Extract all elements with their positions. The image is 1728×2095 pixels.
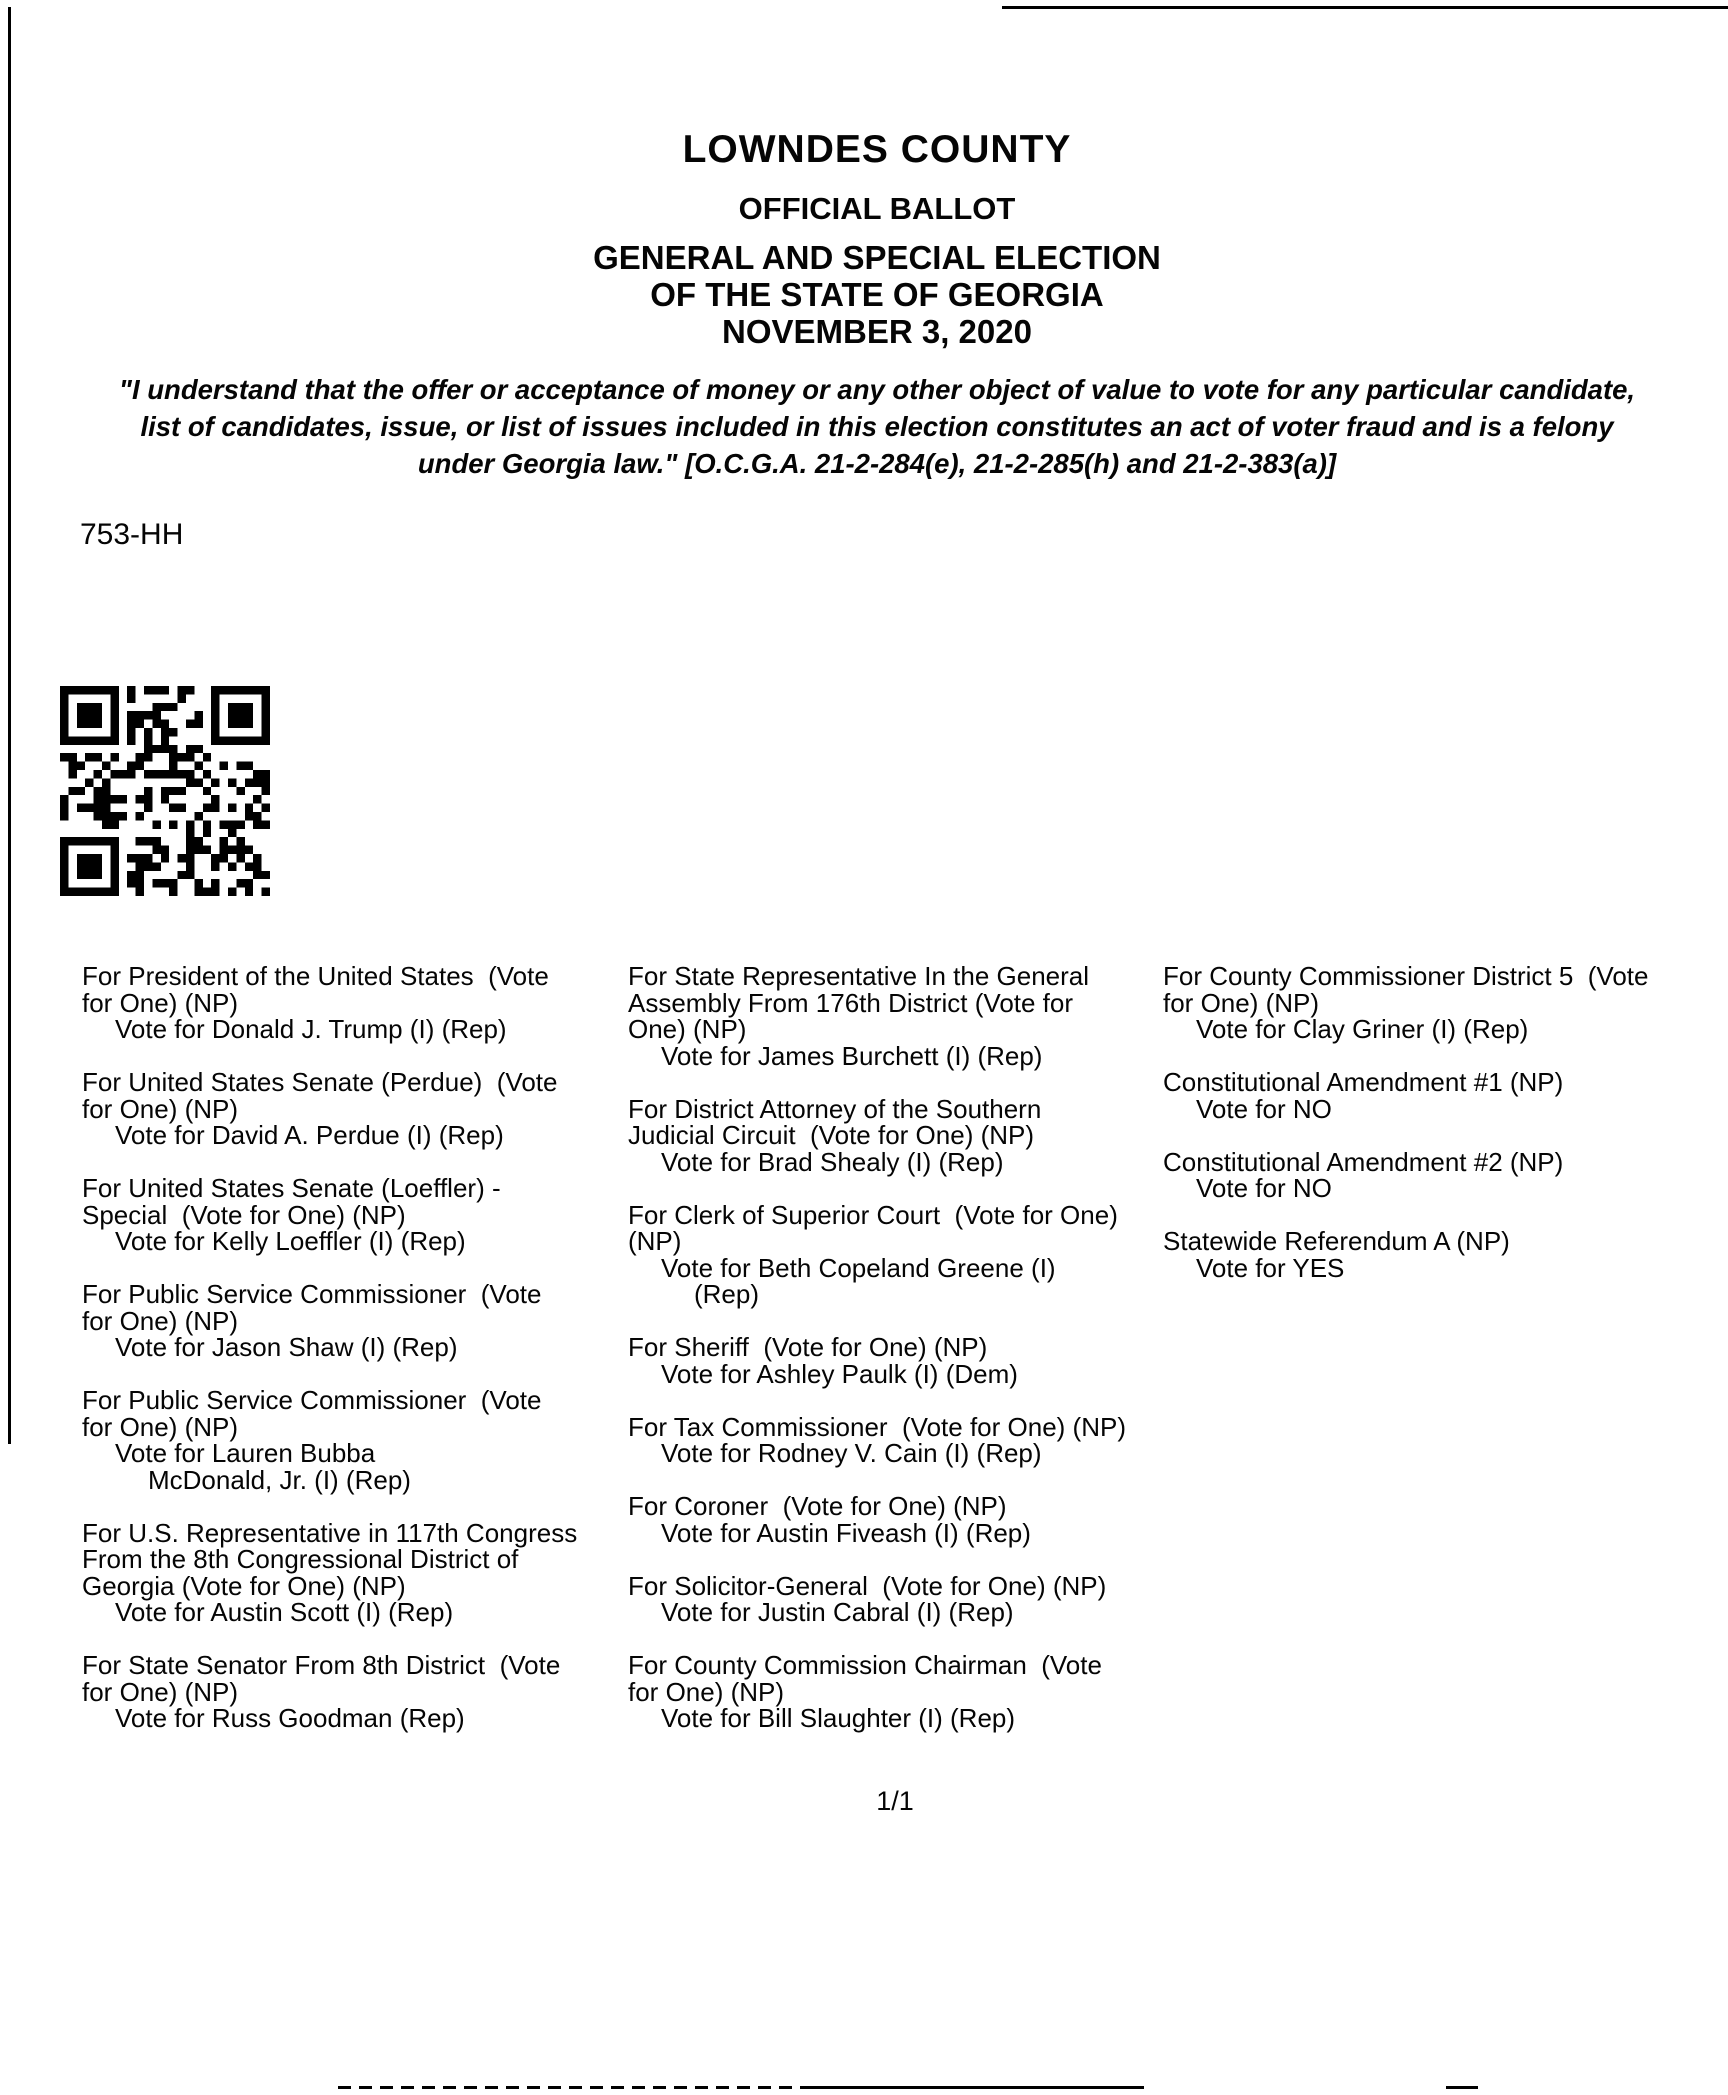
scan-artifact-bottom-tick [1446, 2086, 1478, 2089]
scan-artifact-bottom-solid-line [800, 2086, 1144, 2089]
contest-title-line: For District Attorney of the Southern [628, 1093, 1042, 1124]
scan-artifact-top-line [1002, 6, 1728, 9]
vote-selection-line: Vote for Justin Cabral (I) (Rep) [661, 1597, 1014, 1627]
contest-title-line: Judicial Circuit (Vote for One) (NP) [628, 1120, 1035, 1150]
contest [82, 1069, 577, 1149]
election-title-line: OF THE STATE OF GEORGIA [650, 276, 1104, 313]
contest-title-line: Georgia (Vote for One) (NP) [82, 1570, 406, 1601]
vote-selection-line: Vote for Clay Griner (I) (Rep) [1196, 1014, 1529, 1044]
ballot-column [1163, 963, 1648, 1308]
contest-title-line: Special (Vote for One) (NP) [82, 1199, 406, 1230]
contest-title-line: For Clerk of Superior Court (Vote for One) [628, 1199, 1118, 1230]
contest [628, 1652, 1126, 1732]
ballot-column [628, 963, 1126, 1758]
vote-selection-line: Vote for Jason Shaw (I) (Rep) [115, 1332, 458, 1362]
vote-selection-line: Vote for Austin Scott (I) (Rep) [115, 1597, 454, 1627]
vote-selection-line: Vote for YES [1196, 1252, 1345, 1283]
contest [628, 1199, 1126, 1309]
vote-selection-line: McDonald, Jr. (I) (Rep) [148, 1464, 411, 1495]
precinct-code: 753-HH [80, 518, 184, 551]
election-title-line: NOVEMBER 3, 2020 [722, 313, 1032, 350]
contest [1163, 1146, 1648, 1203]
contest-title-line: For Public Service Commissioner (Vote [82, 1385, 542, 1415]
contest-title-line: For Tax Commissioner (Vote for One) (NP) [628, 1411, 1126, 1442]
page-number: 1/1 [876, 1786, 914, 1816]
vote-selection-line: Vote for Kelly Loeffler (I) (Rep) [115, 1226, 466, 1256]
vote-selection-line: Vote for Rodney V. Cain (I) (Rep) [661, 1438, 1042, 1468]
disclaimer-line: "I understand that the offer or acceptance of money or any other object of value to vote for any particular candidate, [118, 374, 1636, 405]
contest-title-line: (NP) [628, 1226, 682, 1256]
contest-title-line: for One) (NP) [82, 1305, 239, 1336]
contest-title-line: For Public Service Commissioner (Vote [82, 1279, 542, 1309]
contest [628, 963, 1126, 1069]
contest-title-line: Statewide Referendum A (NP) [1163, 1226, 1510, 1256]
contest [628, 1411, 1126, 1468]
contest-title-line: For Sheriff (Vote for One) (NP) [628, 1332, 988, 1362]
election-title-line: GENERAL AND SPECIAL ELECTION [593, 239, 1161, 276]
contest-title-line: For United States Senate (Perdue) (Vote [82, 1067, 558, 1097]
vote-selection-line: Vote for Russ Goodman (Rep) [115, 1703, 465, 1733]
vote-selection-line: Vote for James Burchett (I) (Rep) [661, 1040, 1043, 1071]
contest-title-line: For County Commissioner District 5 (Vote [1163, 961, 1649, 991]
contest-title-line: One) (NP) [628, 1014, 747, 1044]
contest [628, 1570, 1126, 1627]
contest [1163, 1228, 1648, 1281]
vote-selection-line: Vote for David A. Perdue (I) (Rep) [115, 1120, 504, 1150]
election-title [26, 239, 1728, 350]
contest-title-line: Constitutional Amendment #1 (NP) [1163, 1067, 1564, 1097]
scan-artifact-bottom-dashed-line [338, 2086, 800, 2089]
vote-selection-line: Vote for NO [1196, 1173, 1332, 1203]
contest [1163, 1069, 1648, 1122]
contest-title-line: From the 8th Congressional District of [82, 1544, 519, 1574]
contest-title-line: For County Commission Chairman (Vote [628, 1650, 1102, 1680]
vote-selection-line: Vote for NO [1196, 1093, 1332, 1124]
contest [82, 963, 577, 1043]
contest-title-line: For U.S. Representative in 117th Congress [82, 1517, 578, 1548]
contest [82, 1517, 578, 1627]
contest-title-line: Constitutional Amendment #2 (NP) [1163, 1146, 1564, 1177]
contest [628, 1493, 1126, 1546]
disclaimer-line: under Georgia law." [O.C.G.A. 21-2-284(e), 21-2-285(h) and 21-2-383(a)] [417, 448, 1337, 479]
contest-title-line: for One) (NP) [82, 1676, 239, 1707]
vote-selection-line: Vote for Donald J. Trump (I) (Rep) [115, 1014, 507, 1044]
contest-title-line: for One) (NP) [82, 1093, 239, 1124]
contest [628, 1334, 1126, 1387]
voter-fraud-disclaimer [26, 371, 1728, 482]
contest-title-line: For State Senator From 8th District (Vote [82, 1650, 561, 1680]
disclaimer-line: list of candidates, issue, or list of issues included in this election constitutes an act of voter fraud and is a felony [140, 411, 1614, 442]
contest [1163, 963, 1648, 1043]
contest-title-line: For State Representative In the General [628, 961, 1090, 991]
contest-title-line: for One) (NP) [628, 1676, 785, 1707]
vote-selection-line: Vote for Lauren Bubba [115, 1438, 376, 1468]
contest-title-line: for One) (NP) [82, 1411, 239, 1442]
contest-title-line: Assembly From 176th District (Vote for [628, 987, 1074, 1018]
contest-title-line: For President of the United States (Vote [82, 961, 549, 991]
contest-title-line: For Solicitor-General (Vote for One) (NP) [628, 1570, 1107, 1601]
contest [82, 1281, 577, 1361]
ballot-type-title: OFFICIAL BALLOT [738, 191, 1016, 226]
county-title: LOWNDES COUNTY [682, 128, 1072, 171]
vote-selection-line: Vote for Brad Shealy (I) (Rep) [661, 1146, 1004, 1177]
vote-selection-line: (Rep) [694, 1279, 760, 1309]
contest-title-line: for One) (NP) [1163, 987, 1320, 1018]
vote-selection-line: Vote for Bill Slaughter (I) (Rep) [661, 1703, 1016, 1733]
contest [82, 1387, 577, 1493]
scan-artifact-left-line [8, 7, 11, 1444]
contest-title-line: for One) (NP) [82, 987, 239, 1018]
contest [82, 1175, 577, 1255]
contest-title-line: For United States Senate (Loeffler) - [82, 1173, 501, 1203]
qr-code-icon [60, 686, 270, 896]
contest [628, 1093, 1126, 1177]
vote-selection-line: Vote for Beth Copeland Greene (I) [661, 1252, 1056, 1283]
vote-selection-line: Vote for Austin Fiveash (I) (Rep) [661, 1517, 1031, 1548]
vote-selection-line: Vote for Ashley Paulk (I) (Dem) [661, 1358, 1018, 1389]
contest-title-line: For Coroner (Vote for One) (NP) [628, 1491, 1007, 1521]
ballot-column [82, 963, 577, 1758]
contest [82, 1652, 577, 1732]
